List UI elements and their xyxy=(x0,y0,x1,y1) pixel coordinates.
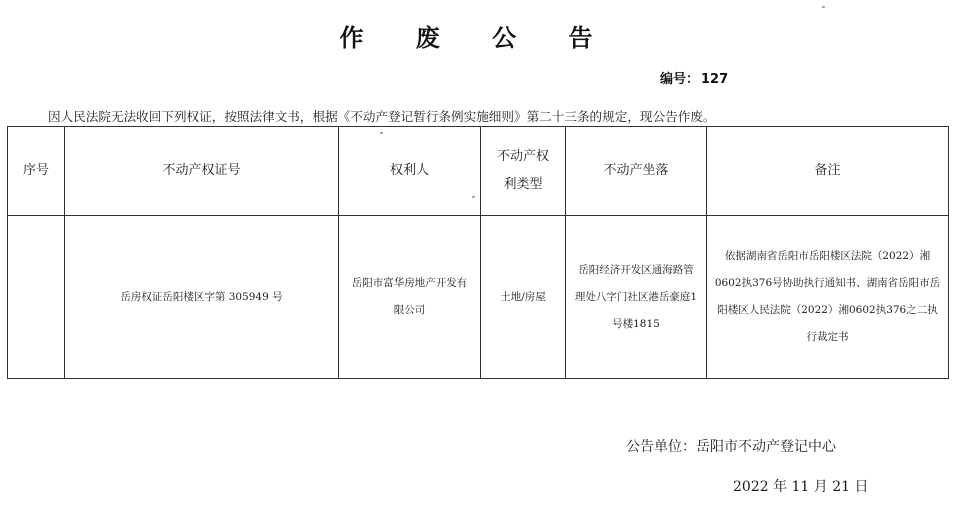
column-header-location: 不动产坐落 xyxy=(566,127,707,216)
column-header-owner: 权利人 xyxy=(339,127,481,216)
table-header-row xyxy=(8,127,949,216)
table-row xyxy=(8,216,949,379)
cell-remark: 依据湖南省岳阳市岳阳楼区法院（2022）湘0602执376号协助执行通知书、湖南省岳阳市岳阳楼区人民法院（2022）湘0602执376之二执行裁定书 xyxy=(707,216,949,379)
notice-number-label: 编号： xyxy=(660,72,700,87)
cell-owner: 岳阳市富华房地产开发有限公司 xyxy=(339,216,481,379)
scan-speck xyxy=(472,196,475,198)
intro-text: 因人民法院无法收回下列权证，按照法律文书，根据《不动产登记暂行条例实施细则》第二十三条的规定，现公告作废。 xyxy=(48,109,716,124)
cell-seq xyxy=(8,216,65,379)
notice-number-value: 127 xyxy=(701,72,729,87)
cell-cert-no: 岳房权证岳阳楼区字第 305949 号 xyxy=(65,216,339,379)
scan-speck xyxy=(380,132,383,134)
column-header-seq: 序号 xyxy=(8,127,65,216)
column-header-remark: 备注 xyxy=(707,127,949,216)
notice-title: 作 废 公 告 xyxy=(339,24,615,52)
notice-number xyxy=(660,68,728,87)
cell-right-type: 土地/房屋 xyxy=(481,216,566,379)
cell-location: 岳阳经济开发区通海路管理处八字门社区港岳豪庭1号楼1815 xyxy=(566,216,707,379)
void-certificate-table xyxy=(7,126,949,379)
issue-date: 2022 年 11 月 21 日 xyxy=(733,479,869,495)
issuing-unit: 公告单位：岳阳市不动产登记中心 xyxy=(626,439,836,455)
scan-speck xyxy=(822,6,825,8)
column-header-right-type: 不动产权利类型 xyxy=(481,127,566,216)
column-header-cert-no: 不动产权证号 xyxy=(65,127,339,216)
